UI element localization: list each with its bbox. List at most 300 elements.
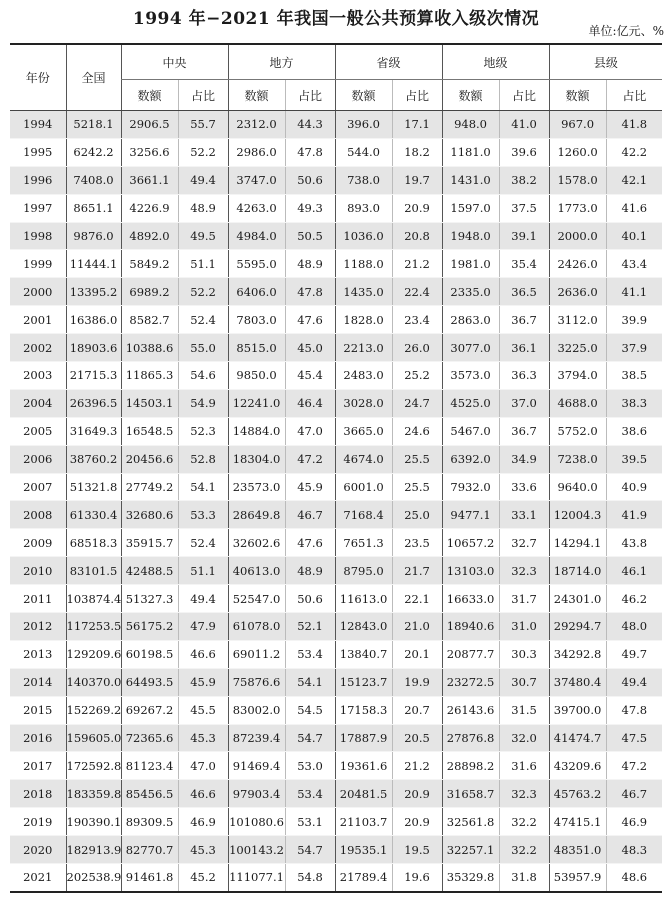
table-row [10, 166, 662, 194]
cell-prefecture-share: 32.2 [499, 808, 549, 836]
cell-year: 2005 [10, 417, 66, 445]
cell-central-share: 51.1 [178, 557, 228, 585]
cell-local-amount: 28649.8 [228, 501, 285, 529]
cell-national: 152269.2 [66, 696, 121, 724]
cell-year: 2002 [10, 334, 66, 362]
cell-local-share: 54.7 [285, 724, 335, 752]
cell-year: 2011 [10, 585, 66, 613]
cell-local-share: 54.8 [285, 864, 335, 892]
cell-local-share: 45.4 [285, 362, 335, 390]
cell-central-share: 54.1 [178, 473, 228, 501]
cell-year: 1995 [10, 138, 66, 166]
cell-central-share: 51.1 [178, 250, 228, 278]
cell-local-amount: 97903.4 [228, 780, 285, 808]
cell-provincial-share: 24.7 [392, 389, 442, 417]
cell-central-share: 49.5 [178, 222, 228, 250]
cell-provincial-amount: 396.0 [335, 111, 392, 139]
cell-local-share: 45.0 [285, 334, 335, 362]
cell-provincial-share: 25.2 [392, 362, 442, 390]
cell-local-amount: 91469.4 [228, 752, 285, 780]
cell-central-share: 49.4 [178, 166, 228, 194]
cell-national: 16386.0 [66, 306, 121, 334]
cell-central-share: 46.6 [178, 640, 228, 668]
cell-local-share: 47.6 [285, 529, 335, 557]
cell-county-share: 49.7 [606, 640, 662, 668]
cell-year: 2000 [10, 278, 66, 306]
cell-prefecture-amount: 6392.0 [442, 445, 499, 473]
cell-county-share: 43.8 [606, 529, 662, 557]
cell-prefecture-share: 34.9 [499, 445, 549, 473]
cell-national: 21715.3 [66, 362, 121, 390]
cell-national: 51321.8 [66, 473, 121, 501]
cell-prefecture-amount: 7932.0 [442, 473, 499, 501]
table-row [10, 501, 662, 529]
cell-central-amount: 4226.9 [121, 194, 178, 222]
cell-provincial-amount: 12843.0 [335, 613, 392, 641]
cell-prefecture-share: 32.7 [499, 529, 549, 557]
table-row [10, 334, 662, 362]
cell-provincial-amount: 7651.3 [335, 529, 392, 557]
cell-prefecture-amount: 18940.6 [442, 613, 499, 641]
cell-central-share: 52.2 [178, 278, 228, 306]
cell-year: 2007 [10, 473, 66, 501]
cell-year: 2017 [10, 752, 66, 780]
cell-provincial-share: 20.5 [392, 724, 442, 752]
table-row [10, 613, 662, 641]
cell-local-share: 50.5 [285, 222, 335, 250]
table-row [10, 473, 662, 501]
cell-national: 159605.0 [66, 724, 121, 752]
cell-county-share: 46.1 [606, 557, 662, 585]
cell-prefecture-amount: 27876.8 [442, 724, 499, 752]
cell-year: 2004 [10, 389, 66, 417]
cell-central-share: 47.9 [178, 613, 228, 641]
header-share: 占比 [392, 80, 442, 111]
cell-prefecture-share: 31.8 [499, 864, 549, 892]
cell-prefecture-share: 36.3 [499, 362, 549, 390]
cell-prefecture-amount: 13103.0 [442, 557, 499, 585]
cell-county-amount: 47415.1 [549, 808, 606, 836]
cell-year: 1998 [10, 222, 66, 250]
cell-county-amount: 18714.0 [549, 557, 606, 585]
cell-central-share: 54.6 [178, 362, 228, 390]
cell-prefecture-share: 31.7 [499, 585, 549, 613]
cell-central-share: 45.2 [178, 864, 228, 892]
cell-county-amount: 24301.0 [549, 585, 606, 613]
cell-county-amount: 34292.8 [549, 640, 606, 668]
cell-county-amount: 5752.0 [549, 417, 606, 445]
cell-year: 1994 [10, 111, 66, 139]
header-amount: 数额 [228, 80, 285, 111]
cell-central-amount: 11865.3 [121, 362, 178, 390]
cell-county-amount: 3794.0 [549, 362, 606, 390]
cell-prefecture-amount: 10657.2 [442, 529, 499, 557]
header-year: 年份 [10, 44, 66, 111]
header-amount: 数额 [121, 80, 178, 111]
cell-provincial-share: 20.7 [392, 696, 442, 724]
cell-prefecture-amount: 3077.0 [442, 334, 499, 362]
cell-provincial-share: 19.6 [392, 864, 442, 892]
cell-prefecture-amount: 1597.0 [442, 194, 499, 222]
table-row [10, 111, 662, 139]
cell-county-share: 42.2 [606, 138, 662, 166]
cell-central-share: 45.9 [178, 668, 228, 696]
cell-central-share: 45.3 [178, 724, 228, 752]
cell-prefecture-amount: 1181.0 [442, 138, 499, 166]
cell-provincial-share: 22.4 [392, 278, 442, 306]
cell-prefecture-share: 35.4 [499, 250, 549, 278]
cell-central-amount: 32680.6 [121, 501, 178, 529]
cell-county-share: 41.9 [606, 501, 662, 529]
cell-county-amount: 3225.0 [549, 334, 606, 362]
cell-year: 2018 [10, 780, 66, 808]
cell-provincial-amount: 17158.3 [335, 696, 392, 724]
table-row [10, 808, 662, 836]
revenue-table [10, 43, 662, 893]
cell-provincial-share: 20.9 [392, 780, 442, 808]
cell-prefecture-share: 30.7 [499, 668, 549, 696]
cell-county-amount: 2636.0 [549, 278, 606, 306]
table-title: 1994 年−2021 年我国一般公共预算收入级次情况 [132, 9, 540, 29]
cell-national: 103874.4 [66, 585, 121, 613]
cell-central-share: 52.4 [178, 529, 228, 557]
cell-county-share: 46.9 [606, 808, 662, 836]
table-row [10, 585, 662, 613]
cell-county-share: 39.9 [606, 306, 662, 334]
cell-provincial-amount: 893.0 [335, 194, 392, 222]
table-row [10, 194, 662, 222]
cell-national: 9876.0 [66, 222, 121, 250]
cell-national: 172592.8 [66, 752, 121, 780]
cell-national: 117253.5 [66, 613, 121, 641]
cell-central-share: 52.4 [178, 306, 228, 334]
cell-central-amount: 20456.6 [121, 445, 178, 473]
cell-prefecture-amount: 5467.0 [442, 417, 499, 445]
cell-provincial-amount: 19535.1 [335, 836, 392, 864]
cell-national: 202538.9 [66, 864, 121, 892]
cell-county-share: 48.6 [606, 864, 662, 892]
cell-provincial-share: 23.5 [392, 529, 442, 557]
cell-prefecture-share: 36.5 [499, 278, 549, 306]
cell-county-share: 38.5 [606, 362, 662, 390]
cell-local-share: 47.0 [285, 417, 335, 445]
table-row [10, 640, 662, 668]
cell-county-share: 38.6 [606, 417, 662, 445]
cell-provincial-amount: 2483.0 [335, 362, 392, 390]
cell-national: 83101.5 [66, 557, 121, 585]
cell-local-share: 47.8 [285, 278, 335, 306]
cell-local-amount: 52547.0 [228, 585, 285, 613]
cell-county-share: 48.0 [606, 613, 662, 641]
table-row [10, 668, 662, 696]
cell-county-share: 46.2 [606, 585, 662, 613]
header-local: 地方 [228, 44, 335, 80]
header-amount: 数额 [549, 80, 606, 111]
table-body [10, 111, 662, 892]
cell-provincial-share: 26.0 [392, 334, 442, 362]
cell-year: 2013 [10, 640, 66, 668]
cell-prefecture-share: 32.3 [499, 557, 549, 585]
header-amount: 数额 [442, 80, 499, 111]
cell-central-share: 53.3 [178, 501, 228, 529]
cell-prefecture-amount: 1431.0 [442, 166, 499, 194]
cell-local-amount: 4984.0 [228, 222, 285, 250]
cell-county-share: 38.3 [606, 389, 662, 417]
table-row [10, 557, 662, 585]
cell-county-share: 40.9 [606, 473, 662, 501]
cell-prefecture-amount: 2335.0 [442, 278, 499, 306]
cell-county-amount: 4688.0 [549, 389, 606, 417]
cell-national: 183359.8 [66, 780, 121, 808]
cell-year: 2016 [10, 724, 66, 752]
cell-central-share: 49.4 [178, 585, 228, 613]
cell-national: 5218.1 [66, 111, 121, 139]
cell-provincial-amount: 1188.0 [335, 250, 392, 278]
table-row [10, 780, 662, 808]
cell-central-amount: 72365.6 [121, 724, 178, 752]
cell-county-share: 46.7 [606, 780, 662, 808]
cell-county-share: 43.4 [606, 250, 662, 278]
cell-county-share: 37.9 [606, 334, 662, 362]
cell-central-amount: 56175.2 [121, 613, 178, 641]
cell-year: 2021 [10, 864, 66, 892]
cell-year: 2009 [10, 529, 66, 557]
cell-central-amount: 5849.2 [121, 250, 178, 278]
cell-local-share: 45.9 [285, 473, 335, 501]
cell-national: 6242.2 [66, 138, 121, 166]
cell-prefecture-amount: 9477.1 [442, 501, 499, 529]
cell-county-amount: 45763.2 [549, 780, 606, 808]
header-share: 占比 [606, 80, 662, 111]
cell-provincial-share: 20.8 [392, 222, 442, 250]
table-row [10, 362, 662, 390]
cell-local-share: 47.8 [285, 138, 335, 166]
cell-county-amount: 48351.0 [549, 836, 606, 864]
cell-national: 182913.9 [66, 836, 121, 864]
cell-prefecture-amount: 20877.7 [442, 640, 499, 668]
cell-local-share: 54.5 [285, 696, 335, 724]
cell-county-amount: 12004.3 [549, 501, 606, 529]
unit-note: 单位:亿元、% [588, 24, 664, 38]
cell-provincial-share: 21.0 [392, 613, 442, 641]
cell-local-share: 48.9 [285, 557, 335, 585]
cell-central-amount: 69267.2 [121, 696, 178, 724]
cell-prefecture-share: 32.0 [499, 724, 549, 752]
cell-central-amount: 81123.4 [121, 752, 178, 780]
cell-national: 190390.1 [66, 808, 121, 836]
cell-local-share: 44.3 [285, 111, 335, 139]
cell-central-amount: 14503.1 [121, 389, 178, 417]
cell-central-amount: 91461.8 [121, 864, 178, 892]
cell-year: 2015 [10, 696, 66, 724]
cell-central-amount: 6989.2 [121, 278, 178, 306]
cell-central-share: 54.9 [178, 389, 228, 417]
table-row [10, 389, 662, 417]
cell-county-amount: 2000.0 [549, 222, 606, 250]
cell-county-amount: 1773.0 [549, 194, 606, 222]
cell-local-amount: 9850.0 [228, 362, 285, 390]
cell-prefecture-share: 37.0 [499, 389, 549, 417]
cell-national: 61330.4 [66, 501, 121, 529]
cell-national: 129209.6 [66, 640, 121, 668]
cell-county-share: 39.5 [606, 445, 662, 473]
cell-local-amount: 8515.0 [228, 334, 285, 362]
cell-county-share: 41.8 [606, 111, 662, 139]
cell-national: 38760.2 [66, 445, 121, 473]
cell-central-amount: 85456.5 [121, 780, 178, 808]
cell-year: 2014 [10, 668, 66, 696]
cell-year: 2019 [10, 808, 66, 836]
cell-local-share: 54.7 [285, 836, 335, 864]
cell-provincial-amount: 8795.0 [335, 557, 392, 585]
cell-county-share: 42.1 [606, 166, 662, 194]
cell-central-amount: 82770.7 [121, 836, 178, 864]
cell-local-share: 47.2 [285, 445, 335, 473]
cell-county-amount: 3112.0 [549, 306, 606, 334]
cell-national: 31649.3 [66, 417, 121, 445]
cell-provincial-amount: 15123.7 [335, 668, 392, 696]
cell-prefecture-amount: 31658.7 [442, 780, 499, 808]
cell-local-share: 49.3 [285, 194, 335, 222]
cell-prefecture-share: 32.3 [499, 780, 549, 808]
cell-prefecture-share: 33.6 [499, 473, 549, 501]
cell-provincial-share: 24.6 [392, 417, 442, 445]
cell-provincial-amount: 2213.0 [335, 334, 392, 362]
cell-year: 1997 [10, 194, 66, 222]
cell-prefecture-share: 37.5 [499, 194, 549, 222]
cell-prefecture-amount: 4525.0 [442, 389, 499, 417]
cell-prefecture-amount: 3573.0 [442, 362, 499, 390]
cell-local-amount: 23573.0 [228, 473, 285, 501]
table-row [10, 278, 662, 306]
cell-local-amount: 100143.2 [228, 836, 285, 864]
cell-provincial-share: 18.2 [392, 138, 442, 166]
cell-prefecture-share: 36.1 [499, 334, 549, 362]
cell-prefecture-share: 30.3 [499, 640, 549, 668]
cell-local-amount: 101080.6 [228, 808, 285, 836]
cell-provincial-share: 25.0 [392, 501, 442, 529]
cell-central-amount: 35915.7 [121, 529, 178, 557]
header-central: 中央 [121, 44, 228, 80]
cell-provincial-amount: 4674.0 [335, 445, 392, 473]
cell-provincial-amount: 21789.4 [335, 864, 392, 892]
cell-central-share: 45.5 [178, 696, 228, 724]
cell-provincial-share: 20.1 [392, 640, 442, 668]
cell-county-amount: 1260.0 [549, 138, 606, 166]
cell-provincial-amount: 6001.0 [335, 473, 392, 501]
cell-prefecture-amount: 28898.2 [442, 752, 499, 780]
cell-provincial-amount: 21103.7 [335, 808, 392, 836]
cell-prefecture-share: 39.1 [499, 222, 549, 250]
table-row [10, 836, 662, 864]
cell-central-amount: 51327.3 [121, 585, 178, 613]
cell-central-share: 52.8 [178, 445, 228, 473]
cell-central-share: 52.3 [178, 417, 228, 445]
cell-provincial-share: 20.9 [392, 808, 442, 836]
cell-county-amount: 39700.0 [549, 696, 606, 724]
cell-national: 7408.0 [66, 166, 121, 194]
cell-provincial-amount: 19361.6 [335, 752, 392, 780]
cell-local-amount: 12241.0 [228, 389, 285, 417]
cell-prefecture-amount: 26143.6 [442, 696, 499, 724]
cell-provincial-amount: 13840.7 [335, 640, 392, 668]
cell-year: 2006 [10, 445, 66, 473]
cell-central-share: 55.7 [178, 111, 228, 139]
cell-provincial-share: 21.2 [392, 250, 442, 278]
cell-central-amount: 89309.5 [121, 808, 178, 836]
cell-central-amount: 64493.5 [121, 668, 178, 696]
cell-prefecture-share: 36.7 [499, 417, 549, 445]
cell-central-share: 46.9 [178, 808, 228, 836]
cell-provincial-share: 21.7 [392, 557, 442, 585]
cell-central-amount: 10388.6 [121, 334, 178, 362]
header-share: 占比 [499, 80, 549, 111]
cell-local-amount: 87239.4 [228, 724, 285, 752]
cell-provincial-share: 23.4 [392, 306, 442, 334]
cell-county-amount: 7238.0 [549, 445, 606, 473]
cell-local-amount: 111077.1 [228, 864, 285, 892]
cell-provincial-share: 22.1 [392, 585, 442, 613]
cell-county-amount: 41474.7 [549, 724, 606, 752]
cell-county-amount: 967.0 [549, 111, 606, 139]
cell-central-share: 48.9 [178, 194, 228, 222]
cell-local-amount: 75876.6 [228, 668, 285, 696]
cell-year: 1996 [10, 166, 66, 194]
cell-county-share: 41.1 [606, 278, 662, 306]
table-row [10, 696, 662, 724]
cell-county-amount: 14294.1 [549, 529, 606, 557]
table-row [10, 306, 662, 334]
cell-county-share: 47.5 [606, 724, 662, 752]
cell-prefecture-amount: 2863.0 [442, 306, 499, 334]
cell-local-share: 53.4 [285, 640, 335, 668]
cell-prefecture-share: 32.2 [499, 836, 549, 864]
header-share: 占比 [285, 80, 335, 111]
cell-local-amount: 6406.0 [228, 278, 285, 306]
cell-county-share: 40.1 [606, 222, 662, 250]
cell-county-share: 49.4 [606, 668, 662, 696]
table-row [10, 417, 662, 445]
cell-prefecture-amount: 32561.8 [442, 808, 499, 836]
cell-national: 18903.6 [66, 334, 121, 362]
cell-provincial-amount: 20481.5 [335, 780, 392, 808]
table-row [10, 864, 662, 892]
cell-local-amount: 69011.2 [228, 640, 285, 668]
cell-provincial-amount: 11613.0 [335, 585, 392, 613]
cell-prefecture-amount: 16633.0 [442, 585, 499, 613]
cell-year: 2008 [10, 501, 66, 529]
cell-provincial-amount: 1435.0 [335, 278, 392, 306]
cell-local-amount: 83002.0 [228, 696, 285, 724]
cell-local-share: 46.4 [285, 389, 335, 417]
cell-local-amount: 3747.0 [228, 166, 285, 194]
cell-central-amount: 42488.5 [121, 557, 178, 585]
cell-national: 140370.0 [66, 668, 121, 696]
cell-central-share: 55.0 [178, 334, 228, 362]
cell-provincial-share: 21.2 [392, 752, 442, 780]
cell-provincial-amount: 3665.0 [335, 417, 392, 445]
cell-local-share: 54.1 [285, 668, 335, 696]
cell-county-amount: 9640.0 [549, 473, 606, 501]
cell-county-amount: 1578.0 [549, 166, 606, 194]
cell-prefecture-amount: 948.0 [442, 111, 499, 139]
cell-prefecture-share: 31.0 [499, 613, 549, 641]
header-prefecture: 地级 [442, 44, 549, 80]
cell-year: 2001 [10, 306, 66, 334]
cell-prefecture-share: 31.6 [499, 752, 549, 780]
cell-county-amount: 37480.4 [549, 668, 606, 696]
cell-provincial-amount: 544.0 [335, 138, 392, 166]
